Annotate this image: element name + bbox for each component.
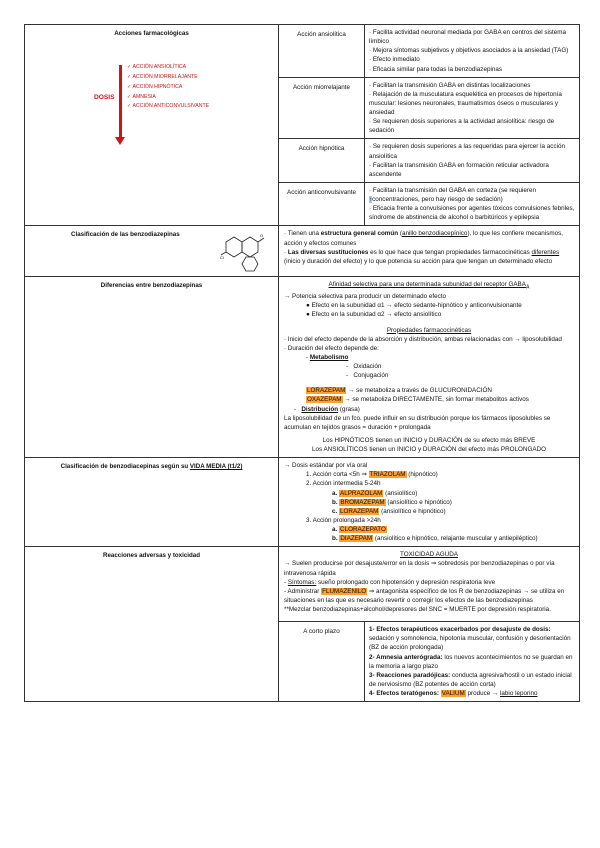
subrow-label: Acción ansiolítica [279, 25, 365, 77]
text-line: - Conjugación [346, 372, 389, 380]
row-title: Clasificación de benzodiacepinas según su VIDA MEDIA (t1/2) [60, 463, 243, 471]
row-diferencias-left [25, 277, 279, 457]
text-line: 4- Efectos teratógenos: VALIUM produce → labio leporino [369, 690, 538, 698]
text-line: · Facilitan la transmisión del GABA en corteza (se requieren ↑concentraciones, pero hay riesgo de sedación) [369, 186, 536, 203]
text-line: Los ANSIOLÍTICOS tienen un INICIO y DURACIÓN del efecto más PROLONGADO [311, 446, 547, 454]
subrow-miorrelajante [279, 78, 579, 140]
row-acciones [25, 25, 579, 226]
text-line: · Eficacia frente a convulsiones por agentes tóxicos convulsiones febriles, síndrome de abstinencia de alcohol o barbitúricos y epilepsia [369, 205, 575, 222]
text-line: · Duración del efecto depende de: [284, 344, 379, 352]
up-arrow-icon: ↑ [369, 196, 373, 203]
text-line: Los HIPNÓTICOS tienen un INICIO y DURACIÓN de su efecto más BREVE [322, 436, 536, 444]
text-line: - Distribución (grasa) [294, 405, 360, 413]
list-item: a. ALPRAZOLAM (ansiolítico) [332, 489, 418, 497]
subrow-label: Acción anticonvulsivante [279, 183, 365, 226]
row-acciones-left [25, 25, 279, 225]
toxicidad-block [279, 547, 579, 617]
subrow-text [365, 139, 579, 182]
row-vida-media-left [25, 458, 279, 546]
row-title: Acciones farmacológicas [114, 30, 189, 37]
benzodiazepine-structure-icon [220, 228, 268, 272]
list-item: 1. Acción corta <5h ⇒ TRIAZOLAM (hipnótico) [306, 471, 438, 479]
row-diferencias [25, 277, 579, 458]
row-vida-media-right [279, 458, 579, 546]
subrow-label: Acción hipnótica [279, 139, 365, 182]
list-item: a. CLORAZEPATO [332, 526, 386, 534]
row-clasificacion [25, 226, 579, 277]
subrow-corto-plazo [279, 621, 579, 701]
list-item: 3. Acción prolongada >24h [306, 516, 381, 524]
effect-item: ✓ AMNESIA [127, 93, 156, 100]
row-clasificacion-left [25, 226, 279, 276]
list-item: c. LORAZEPAM (ansiolítico e hipnótico) [332, 507, 446, 515]
subrow-text [365, 78, 579, 139]
text-line: 1- Efectos terapéuticos exacerbados por desajuste de dosis: sedación y somnolencia, hipotonía muscular, confusión y desorientación (BZ de acción prolongada) [369, 626, 571, 652]
dosis-figure [29, 59, 274, 155]
effect-item: ✓ ACCIÓN ANTICONVULSIVANTE [127, 103, 210, 110]
text-line: LORAZEPAM → se metaboliza a través de GLUCURONIDACIÓN [307, 387, 492, 395]
text-line: · Tienen una estructura general común (anillo benzodiacepínico), lo que les confiere mecanismos, acción y efectos comunes [284, 230, 563, 247]
svg-text:O: O [260, 233, 264, 239]
effect-item: ✓ ACCIÓN MIORRELAJANTE [127, 73, 198, 80]
subrow-label: Acción miorrelajante [279, 78, 365, 139]
text-line: → Dosis estándar por vía oral [284, 462, 368, 470]
row-acciones-right [279, 25, 579, 225]
dosis-arrow-head [115, 137, 125, 145]
bullet-item: ● Efecto en la subunidad α2 → efecto ansiolítico [306, 311, 442, 319]
text-line: → Suelen producirse por desajuste/error en la dosis ⇒ sobredosis por benzodiazepinas o por vía intravenosa rápida [284, 560, 555, 577]
document-table [24, 24, 580, 702]
text-line: · Inicio del efecto depende de la absorción y distribución, ambas relacionadas con → liposolubilidad [284, 335, 562, 343]
subrow-ansiolitica [279, 25, 579, 78]
dosis-label: DOSIS [94, 93, 115, 101]
row-title: Reacciones adversas y toxicidad [103, 552, 200, 560]
list-item: b. BROMAZEPAM (ansiolítico e hipnótico) [332, 498, 452, 506]
row-clasificacion-right [279, 226, 579, 276]
subrow-text [365, 25, 579, 77]
text-line: · Eficacia similar para todas la benzodiazepinas [369, 65, 503, 73]
row-vida-media [25, 458, 579, 547]
section-heading: Afinidad selectiva para una determinada subunidad del receptor $GABA_A$ [328, 281, 530, 291]
row-reacciones-right [279, 547, 579, 701]
text-line: 2- Amnesia anterógrada: los nuevos acontecimientos no se guardan en la memoria a largo plazo [369, 653, 573, 670]
text-line: · Facilitan la transmisión GABA en distintas localizaciones [369, 81, 531, 89]
effect-item: ✓ ACCIÓN ANSIOLÍTICA [127, 63, 187, 70]
text-line: - Oxidación [346, 363, 382, 371]
row-reacciones-left [25, 547, 279, 701]
section-heading: Propiedades farmacocinéticas [386, 326, 472, 334]
svg-text:Cl: Cl [220, 255, 224, 261]
text-line: · Se requieren dosis superiores a las requeridas para ejercer la acción ansiolítica [369, 143, 566, 160]
text-line: **Mezclar benzodiazepinas+alcohol/depresores del SNC = MUERTE por depresión respiratoria. [284, 606, 551, 614]
effects-list [127, 63, 209, 112]
text-line: - Administrar FLUMAZENILO ⇒ antagonista específico de los R de benzodiazepinas → se utiliza en situaciones en las que es necesario revertir o corregir los efectos de las benzodiazepinas [284, 587, 565, 604]
subrow-text [365, 183, 579, 226]
subrow-hipnotica [279, 139, 579, 183]
row-diferencias-right [279, 277, 579, 457]
subrow-anticonvulsivante [279, 183, 579, 226]
text-line: · Se requieren dosis superiores a la actividad ansiolítica: riesgo de sedación [369, 118, 555, 135]
effect-item: ✓ ACCIÓN HIPNÓTICA [127, 83, 183, 90]
bullet-item: ● Efecto en la subunidad α1 → efecto sedante-hipnótico y anticonvulsionante [306, 302, 522, 310]
list-item: 2. Acción intermedia 5-24h [306, 480, 381, 488]
text-line: → Potencia selectiva para producir un determinado efecto [284, 293, 447, 301]
text-line: 3- Reacciones paradójicas: conducta agresiva/hostil o un estado inicial de nerviosismo (BZ potentes de acción corta) [369, 671, 572, 688]
text-line: · Mejora síntomas subjetivos y objetivos asociados a la ansiedad (TAG) [369, 47, 569, 55]
subrow-label: A corto plazo [279, 622, 365, 701]
text-line: · Las diversas sustituciones es lo que hace que tengan propiedades farmacocinéticas diferentes (inicio y duración del efecto) y lo que potencia su acción para que tengan un determinado efecto [284, 248, 560, 265]
section-heading: TOXICIDAD AGUDA [400, 551, 458, 559]
row-title: Diferencias entre benzodiazepinas [100, 282, 203, 290]
text-line: - Metabolismo [306, 353, 349, 361]
text-line: · Facilita actividad neuronal mediada por GABA en centros del sistema límbico [369, 29, 567, 46]
list-item: b. DIAZEPAM (ansiolítico e hipnótico, relajante muscular y antiepiléptico) [332, 535, 538, 543]
subrow-text [365, 622, 579, 701]
dosis-arrow [119, 65, 122, 139]
row-title: Clasificación de las benzodiazepinas [71, 231, 180, 239]
text-line: · Efecto inmediato [369, 56, 420, 64]
text-line: · Relajación de la musculatura esquelética en procesos de hipertonía muscular: lesiones neuronales, traumatismos óseos o musculares y ansiedad [369, 90, 562, 116]
text-line: OXAZEPAM → se metaboliza DIRECTAMENTE, sin formar metabolitos activos [307, 396, 529, 404]
text-line: La liposolubilidad de un fco. puede influir en su distribución porque los fármacos liposolubles se acumulan en tejidos grasos = duración + prolongada [284, 414, 551, 431]
text-line: - Síntomas: sueño prolongado con hipotensión y depresión respiratoria leve [284, 578, 496, 586]
text-line: · Facilitan la transmisión GABA en formación reticular activadora ascendente [369, 161, 549, 178]
row-reacciones [25, 547, 579, 701]
